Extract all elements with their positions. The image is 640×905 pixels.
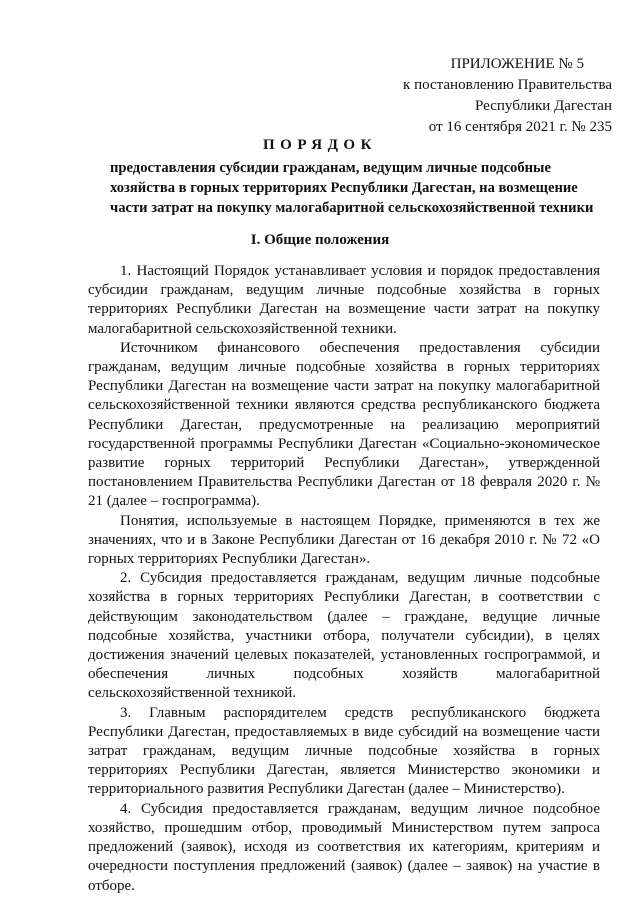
- section-heading: I. Общие положения: [250, 232, 390, 248]
- paragraph: 2. Субсидия предоставляется гражданам, ведущим личные подсобные хозяйства в горных территориях Республики Дагестан, в соответствии с действующим законодательством (далее – граждане, ведущие личные подсобные хозяйства, участники отбора, получатели субсидии), в целях достижения значений целевых показателей, установленных госпрограммой, и обеспечения личных подсобных хозяйств малогабаритной сельскохозяйственной техникой.: [88, 570, 600, 702]
- paragraph: 1. Настоящий Порядок устанавливает условия и порядок предоставления субсидии гражданам, ведущим личные подсобные хозяйства в горных территориях Республики Дагестан на возмещение части затрат на покупку малогабаритной сельскохозяйственной техники.: [88, 263, 600, 337]
- document-title: ПОРЯДОК: [263, 137, 377, 153]
- appendix-line: к постановлению Правительства: [403, 77, 612, 93]
- subtitle-line: хозяйства в горных территориях Республики Дагестан, на возмещение: [110, 180, 578, 196]
- appendix-title: ПРИЛОЖЕНИЕ № 5: [450, 56, 584, 72]
- paragraph: 3. Главным распорядителем средств республиканского бюджета Республики Дагестан, предоставляемых в виде субсидий на возмещение части затрат гражданам, ведущим личные подсобные хозяйства в горных территориях Республики Дагестан, является Министерство экономики и территориального развития Республики Дагестан (далее – Министерство).: [88, 704, 600, 798]
- document-body: [88, 262, 600, 896]
- subtitle-line: предоставления субсидии гражданам, ведущим личные подсобные: [110, 160, 551, 176]
- paragraph: 4. Субсидия предоставляется гражданам, ведущим личное подсобное хозяйство, прошедшим отбор, проводимый Министерством путем запроса предложений (заявок), исходя из соответствия их категориям, критериям и очередности поступления предложений (заявок) (далее – заявок) на участие в отборе.: [88, 800, 600, 894]
- paragraph: Понятия, используемые в настоящем Порядке, применяются в тех же значениях, что и в Законе Республики Дагестан от 16 декабря 2010 г. № 72 «О горных территориях Республики Дагестан».: [88, 512, 600, 568]
- appendix-block: [380, 54, 612, 138]
- subtitle-line: части затрат на покупку малогабаритной сельскохозяйственной техники: [110, 200, 594, 216]
- paragraph: Источником финансового обеспечения предоставления субсидии гражданам, ведущим личные подсобные хозяйства в горных территориях Республики Дагестан на возмещение части затрат на покупку малогабаритной сельскохозяйственной техники являются средства республиканского бюджета Республики Дагестан, предусмотренные на реализацию мероприятий государственной программы Республики Дагестан «Социально-экономическое развитие горных территорий Республики Дагестан», утвержденной постановлением Правительства Республики Дагестан от 18 февраля 2020 г. № 21 (далее – госпрограмма).: [88, 339, 600, 510]
- document-subtitle: [110, 158, 594, 218]
- appendix-line: Республики Дагестан: [475, 98, 612, 114]
- appendix-line: от 16 сентября 2021 г. № 235: [428, 119, 612, 135]
